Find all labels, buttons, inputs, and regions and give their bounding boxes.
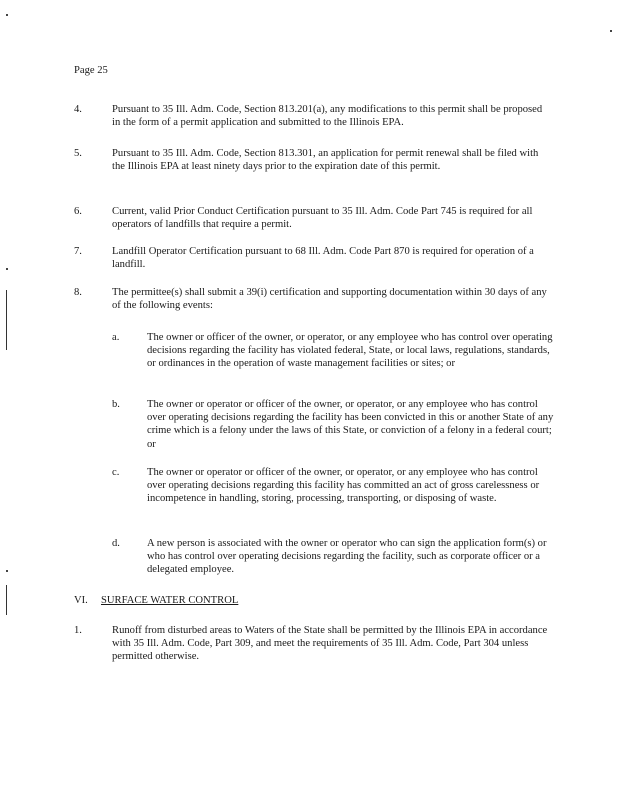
item-text: Landfill Operator Certification pursuant to 68 Ill. Adm. Code Part 870 is required for operation of a landfill. [112, 246, 534, 271]
item-number: 5. [74, 148, 82, 159]
margin-change-bar [6, 290, 7, 350]
item-number: 6. [74, 206, 82, 217]
subitem-letter: a. [112, 332, 120, 343]
item-text: Pursuant to 35 Ill. Adm. Code, Section 813.201(a), any modifications to this permit shall be proposed in the form of a permit application and submitted to the Illinois EPA. [112, 104, 543, 129]
subitem-text: A new person is associated with the owner or operator who can sign the application form(s) or who has control over operating decisions regarding the facility, such as corporate officer or a delegated employee. [147, 538, 547, 576]
margin-change-bar [6, 585, 7, 615]
scan-mark [610, 30, 612, 32]
scan-mark [6, 570, 8, 572]
item-text: Current, valid Prior Conduct Certification pursuant to 35 Ill. Adm. Code Part 745 is required for all operators of landfills that require a permit. [112, 206, 533, 231]
item-number: 8. [74, 287, 82, 298]
subitem-text: The owner or operator or officer of the owner, or operator, or any employee who has control over operating decisions regarding the facility has been convicted in this or another State of any crime which is a felony under the laws of this State, or conviction of a felony in a federal court; or [147, 399, 554, 450]
subitem-text: The owner or operator or officer of the owner, or operator, or any employee who has control over operating decisions regarding this facility has committed an act of gross carelessness or incompetence in handling, storing, processing, transporting, or disposing of waste. [147, 467, 540, 505]
section-title: SURFACE WATER CONTROL [101, 595, 239, 606]
subitem-letter: c. [112, 467, 120, 478]
item-text: Pursuant to 35 Ill. Adm. Code, Section 813.301, an application for permit renewal shall be filed with the Illinois EPA at least ninety days prior to the expiration date of this permit. [112, 148, 539, 173]
item-number: 7. [74, 246, 82, 257]
page-number-header: Page 25 [74, 65, 108, 76]
item-text: The permittee(s) shall submit a 39(i) certification and supporting documentation within 30 days of any of the following events: [112, 287, 547, 312]
scan-mark [6, 14, 8, 16]
section-number: VI. [74, 595, 88, 606]
scan-mark [6, 268, 8, 270]
subitem-text: The owner or officer of the owner, or operator, or any employee who has control over operating decisions regarding the facility has violated federal, State, or local laws, regulations, standards, or ordinances in the operation of waste management facilities or sites; or [147, 332, 553, 370]
subitem-letter: d. [112, 538, 120, 549]
item-number: 4. [74, 104, 82, 115]
item-text: Runoff from disturbed areas to Waters of the State shall be permitted by the Illinois EPA in accordance with 35 Ill. Adm. Code, Part 309, and meet the requirements of 35 Ill. Adm. Code, Part 304 unless permitted otherwise. [112, 625, 548, 663]
subitem-letter: b. [112, 399, 120, 410]
item-number: 1. [74, 625, 82, 636]
